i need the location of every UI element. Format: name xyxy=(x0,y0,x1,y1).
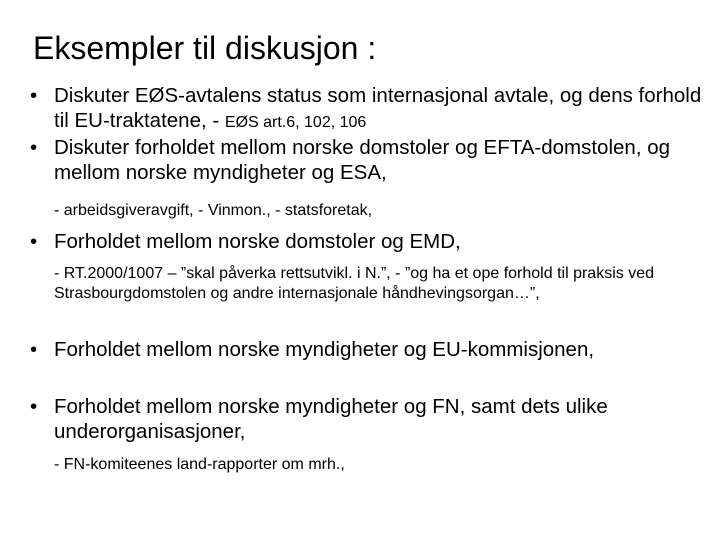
sub-item: - FN-komiteenes land-rapporter om mrh., xyxy=(54,456,345,473)
bullet-reference: EØS art.6, 102, 106 xyxy=(224,114,367,131)
bullet-glyph: • xyxy=(30,338,38,361)
sub-item: - arbeidsgiveravgift, - Vinmon., - statsforetak, xyxy=(54,202,373,219)
bullet-item xyxy=(30,394,710,444)
bullet-item xyxy=(30,337,710,362)
bullet-item xyxy=(30,229,710,254)
bullet-glyph: • xyxy=(30,395,38,418)
bullet-text: Forholdet mellom norske myndigheter og EU-kommisjonen, xyxy=(54,338,595,361)
bullet-glyph: • xyxy=(30,136,38,159)
sub-item: - RT.2000/1007 – ”skal påverka rettsutvikl. i N.”, - ”og ha et ope forhold til praksis ved Strasbourgdomstolen og andre internasjonale håndhevingsorgan…”, xyxy=(54,265,654,302)
bullet-glyph: • xyxy=(30,230,38,253)
bullet-text: Forholdet mellom norske domstoler og EMD, xyxy=(54,230,461,253)
bullet-item xyxy=(30,135,710,185)
bullet-item xyxy=(30,83,710,135)
bullet-glyph: • xyxy=(30,84,38,107)
bullet-text: Diskuter EØS-avtalens status som internasjonal avtale, og dens forhold til EU-traktatene, - xyxy=(54,84,702,132)
bullet-text: Diskuter forholdet mellom norske domstoler og EFTA-domstolen, og mellom norske myndigheter og ESA, xyxy=(54,136,671,184)
bullet-text: Forholdet mellom norske myndigheter og FN, samt dets ulike underorganisasjoner, xyxy=(54,395,608,443)
slide-title: Eksempler til diskusjon : xyxy=(33,30,377,66)
